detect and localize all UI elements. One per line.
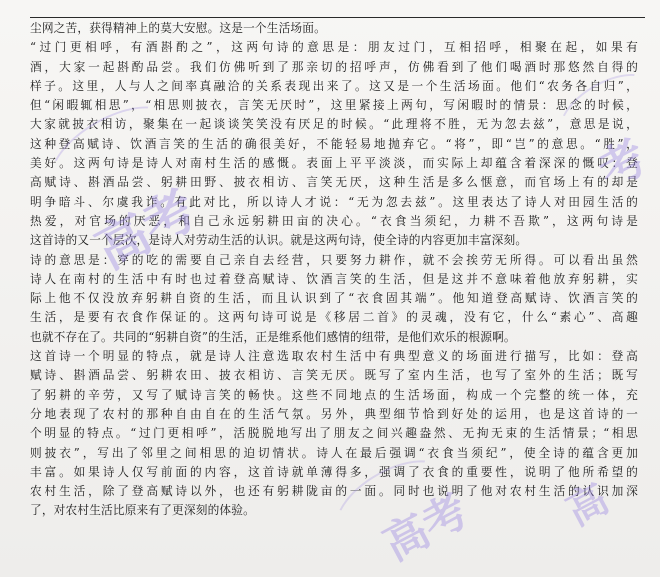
text-line: 赋诗、斟酒品尝、躬耕农田、披衣相访、言笑无厌。既写了室内生活，也写了室外的生活；既写 <box>30 368 638 383</box>
article-body <box>30 19 638 521</box>
watermark-text: 高考 <box>86 179 207 282</box>
text-line: 高赋诗、斟酒品尝、躬耕田野、披衣相访、言笑无厌，这种生活是多么惬意，而官场上有的却是 <box>30 175 638 190</box>
text-line: 了躬耕的辛劳，又写了赋诗言笑的畅快。这些不同地点的生活场面，构成一个完整的统一体，充 <box>30 387 638 402</box>
text-line: 生活，是要有衣食作保证的。这两句诗可说是《移居二首》的灵魂，没有它，什么“素心”、高趣 <box>30 310 638 325</box>
text-line: 农村生活，除了登高赋诗以外，也还有躬耕陇亩的一面。同时也说明了他对农村生活的认识加深 <box>30 484 638 499</box>
text-line: 丰富。如果诗人仅写前面的内容，这首诗就单薄得多，强调了衣食的重要性，说明了他所希望的 <box>30 464 638 479</box>
text-line: 但“闲暇辄相思”，“相思则披衣，言笑无厌时”，这里紧接上两句，写闲暇时的情景：思念的时候， <box>30 98 638 113</box>
text-line: 酒，大家一起斟酌品尝。我们仿佛听到了那亲切的招呼声，仿佛看到了他们喝酒时那悠然自得的 <box>30 59 638 74</box>
text-line: 这首诗的又一个层次，是诗人对劳动生活的认识。就是这两句诗，使全诗的内容更加丰富深刻。 <box>30 233 528 248</box>
text-line: 样子。这里，人与人之间率真融洽的关系表现出来了。这又是一个生活场面。他们“农务各自归”， <box>30 78 638 93</box>
text-line: 这种登高赋诗、饮酒言笑的生活的确很美好，不能轻易地抛弃它。“将”，即“岂”的意思。“胜”， <box>30 136 638 151</box>
text-line: 大家就披衣相访，聚集在一起谈谈笑笑没有厌足的时候。“此理将不胜，无为忽去兹”，意思是说， <box>30 117 638 132</box>
text-line: 热爱，对官场的厌恶，和自己永远躬耕田亩的决心。“衣食当须纪，力耕不吾欺”，这两句诗是 <box>30 213 638 228</box>
text-line: 际上他不仅没放弃躬耕自资的生活，而且认识到了“衣食固其端”。他知道登高赋诗、饮酒言笑的 <box>30 291 638 306</box>
watermark-text: 考 <box>589 129 656 199</box>
text-line: 诗的意思是：穿的吃的需要自己亲自去经营，只要努力耕作，就不会挨劳无所得。可以看出虽然 <box>30 252 638 267</box>
top-divider <box>30 17 645 18</box>
text-line: 也就不存在了。共同的“躬耕自资”的生活，正是维系他们感情的纽带，是他们欢乐的根源啊。 <box>30 329 516 344</box>
text-line: 分地表现了农村的那种自由自在的生活气氛。另外，典型细节恰到好处的运用，也是这首诗的一 <box>30 406 638 421</box>
text-line: 美好。这两句诗是诗人对南村生活的感慨。表面上平平淡淡，而实际上却蕴含着深深的慨叹：登 <box>30 156 638 171</box>
text-line: 个明显的特点。“过门更相呼”，活脱脱地写出了朋友之间兴趣盎然、无拘无束的生活情景；“相思 <box>30 426 638 441</box>
text-line: 尘网之苦，获得精神上的莫大安慰。这是一个生活场面。 <box>30 21 326 35</box>
text-line: “过门更相呼，有酒斟酌之”，这两句诗的意思是：朋友过门，互相招呼，相聚在起，如果有 <box>30 40 638 55</box>
text-line: 这首诗一个明显的特点，就是诗人注意选取农村生活中有典型意义的场面进行描写，比如：登高 <box>30 349 638 364</box>
text-line: 诗人在南村的生活中有时也过着登高赋诗、饮酒言笑的生活，但是这并不意味着他放弃躬耕，实 <box>30 271 638 286</box>
text-line: 则披衣”，写出了邻里之间相思的迫切情状。诗人在最后强调“衣食当须纪”，使全诗的蕴含更加 <box>30 445 638 460</box>
watermark-text: 高 <box>559 475 617 536</box>
text-line: 了，对农村生活比原来有了更深刻的体验。 <box>30 503 255 518</box>
watermark-text: 高考 <box>375 484 477 572</box>
text-line: 明争暗斗、尔虞我诈。有此对比，所以诗人才说：“无为忽去兹”。这里表达了诗人对田园生活的 <box>30 194 638 209</box>
